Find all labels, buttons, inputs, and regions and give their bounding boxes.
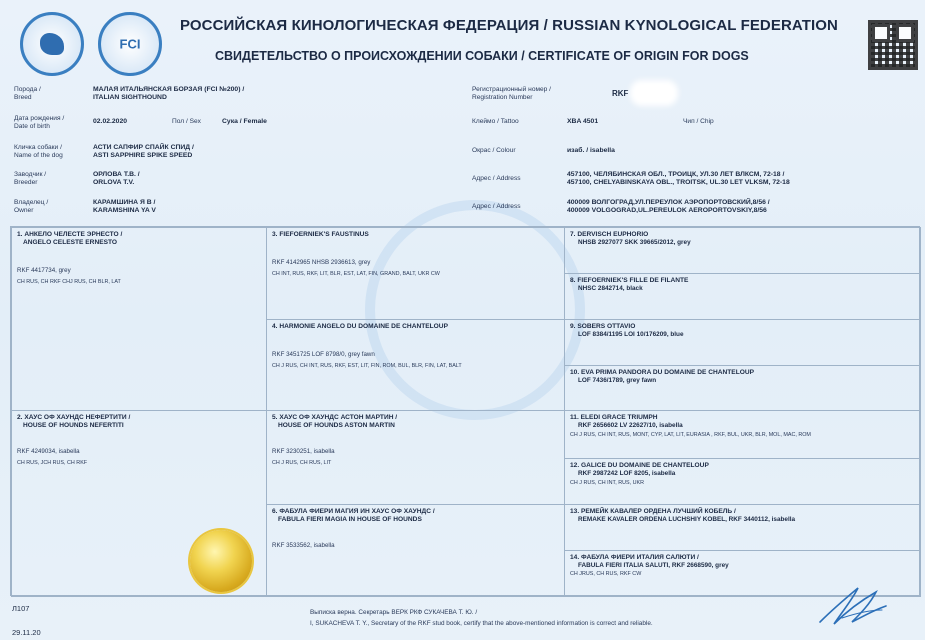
certification-line-ru: Выписка верна. Секретарь ВЕРК РКФ СУКАЧЕВА Т. Ю. /	[310, 609, 478, 616]
rkf-logo-icon	[20, 12, 84, 76]
signature-icon	[812, 580, 892, 630]
sex-value: Сука / Female	[222, 118, 267, 125]
pedigree-greatgrandparent-14: 14. ФАБУЛА ФИЕРИ ИТАЛИЯ САЛЮТИ / FABULA FIERI ITALIA SALUTI, RKF 2668590, grey CH JRUS, CH RUS, RKF CW	[564, 550, 921, 597]
issue-date: 29.11.20	[12, 628, 41, 637]
owner-value: КАРАМШИНА Я В / KARAMSHINA YA V	[93, 199, 156, 214]
gold-seal-icon	[190, 530, 252, 592]
fci-logo-icon: FCI	[98, 12, 162, 76]
pedigree-greatgrandparent-9: 9. SOBERS OTTAVIO LOF 8384/1195 LOI 10/176209, blue	[564, 319, 921, 366]
breeder-label: Заводчик / Breeder	[14, 171, 47, 186]
owner-label: Владелец / Owner	[14, 199, 49, 214]
breeder-address-label: Адрес / Address	[472, 175, 521, 182]
qr-code-icon	[868, 20, 918, 70]
colour-value: изаб. / isabella	[567, 147, 615, 154]
owner-address-value: 400009 ВОЛГОГРАД,УЛ.ПЕРЕУЛОК АЭРОПОРТОВСКИЙ,8/56 / 400009 VOLGOGRAD,UL.PEREULOK AEROPORTOVSKIY,8/56	[567, 199, 770, 214]
pedigree-greatgrandparent-13: 13. РЕМЕЙК КАВАЛЕР ОРДЕНА ЛУЧШИЙ КОБЕЛЬ / REMAKE KAVALER ORDENA LUCHSHIY KOBEL, RKF 3440112, isabella	[564, 504, 921, 551]
breeder-address-value: 457100, ЧЕЛЯБИНСКАЯ ОБЛ., ТРОИЦК, УЛ.30 ЛЕТ ВЛКСМ, 72-18 / 457100, CHELYABINSKAYA OBL., TROITSK, UL.30 LET VLKSM, 72-18	[567, 171, 790, 186]
owner-address-label: Адрес / Address	[472, 203, 521, 210]
pedigree-greatgrandparent-7: 7. DERVISCH EUPHORIO NHSB 2927077 SKK 39665/2012, grey	[564, 227, 921, 274]
chip-label: Чип / Chip	[683, 118, 714, 125]
form-code: Л107	[12, 604, 30, 613]
pedigree-greatgrandparent-8: 8. FIEFOERNIEK'S FILLE DE FILANTE NHSC 2842714, black	[564, 273, 921, 320]
pedigree-greatgrandparent-10: 10. EVA PRIMA PANDORA DU DOMAINE DE CHANTELOUP LOF 7436/1789, grey fawn	[564, 365, 921, 411]
tattoo-value: XBA 4501	[567, 118, 599, 125]
sex-label: Пол / Sex	[172, 118, 201, 125]
dob-value: 02.02.2020	[93, 118, 128, 125]
redacted-registration	[630, 80, 678, 106]
dog-name-value: АСТИ САПФИР СПАЙК СПИД / ASTI SAPPHIRE SPIKE SPEED	[93, 144, 194, 159]
pedigree-parent-2: 2. ХАУС ОФ ХАУНДС НЕФЕРТИТИ / HOUSE OF HOUNDS NEFERTITI RKF 4249034, isabella CH RUS, JCH RUS, CH RKF	[11, 410, 267, 597]
pedigree-grandparent-5: 5. ХАУС ОФ ХАУНДС АСТОН МАРТИН / HOUSE OF HOUNDS ASTON MARTIN RKF 3230251, isabella CH J RUS, CH RUS, LIT	[266, 410, 565, 505]
breed-value: МАЛАЯ ИТАЛЬЯНСКАЯ БОРЗАЯ (FCI №200) / ITALIAN SIGHTHOUND	[93, 86, 245, 101]
tattoo-label: Клеймо / Tattoo	[472, 118, 519, 125]
pedigree-greatgrandparent-12: 12. GALICE DU DOMAINE DE CHANTELOUP RKF 2987242 LOF 8205, isabella CH J RUS, CH INT, RUS, UKR	[564, 458, 921, 505]
pedigree-parent-1: 1. АНКЕЛО ЧЕЛЕСТЕ ЭРНЕСТО / ANGELO CELESTE ERNESTO RKF 4417734, grey CH RUS, CH RKF CHJ RUS, CH BLR, LAT	[11, 227, 267, 411]
pedigree-table	[10, 226, 920, 596]
breed-label: Порода / Breed	[14, 86, 41, 101]
registration-value: RKF	[612, 89, 629, 98]
registration-label: Регистрационный номер / Registration Number	[472, 86, 552, 101]
colour-label: Окрас / Colour	[472, 147, 516, 154]
breeder-value: ОРЛОВА Т.В. / ORLOVA T.V.	[93, 171, 140, 186]
pedigree-grandparent-4: 4. HARMONIE ANGELO DU DOMAINE DE CHANTELOUP RKF 3451725 LOF 8798/0, grey fawn CH J RUS, CH INT, RUS, RKF, EST, LIT, FIN, ROM, BUL, BLR, FIN, LAT, BALT	[266, 319, 565, 411]
dob-label: Дата рождения / Date of birth	[14, 115, 65, 130]
page-title: РОССИЙСКАЯ КИНОЛОГИЧЕСКАЯ ФЕДЕРАЦИЯ / RUSSIAN KYNOLOGICAL FEDERATION	[180, 17, 838, 34]
certification-line-en: I, SUKACHEVA T. Y., Secretary of the RKF stud book, certify that the above-mentioned information is correct and reliable.	[310, 620, 653, 627]
pedigree-greatgrandparent-11: 11. ELEDI GRACE TRIUMPH RKF 2656602 LV 22627/10, isabella CH J RUS, CH INT, RUS, MONT, CYP, LAT, LIT, EURASIA , RKF, BUL, UKR, BLR, MOL, MAC, ROM	[564, 410, 921, 459]
dog-name-label: Кличка собаки / Name of the dog	[14, 144, 63, 159]
pedigree-grandparent-6: 6. ФАБУЛА ФИЕРИ МАГИЯ ИН ХАУС ОФ ХАУНДС / FABULA FIERI MAGIA IN HOUSE OF HOUNDS RKF 3533562, isabella	[266, 504, 565, 597]
page-subtitle: СВИДЕТЕЛЬСТВО О ПРОИСХОЖДЕНИИ СОБАКИ / CERTIFICATE OF ORIGIN FOR DOGS	[215, 49, 749, 63]
logos	[12, 12, 162, 78]
pedigree-grandparent-3: 3. FIEFOERNIEK'S FAUSTINUS RKF 4142965 NHSB 2936613, grey CH INT, RUS, RKF, LIT, BLR, EST, LAT, FIN, GRAND, BALT, UKR CW	[266, 227, 565, 320]
